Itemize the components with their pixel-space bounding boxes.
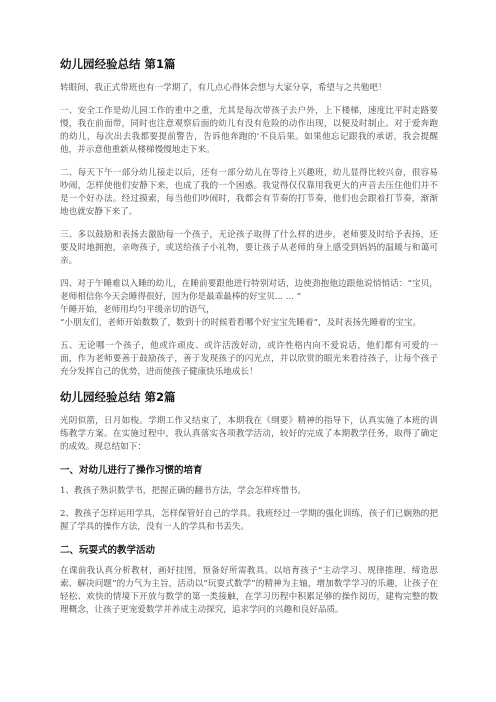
article-1-intro: 转眼间，我正式带班也有一学期了，有几点心得体会想与大家分享，希望与之共勉吧！ xyxy=(60,83,387,93)
article-1-point-1: 一、安全工作是幼儿园工作的重中之重，尤其是每次带孩子去户外，上下楼梯，速度比平时走路要慢，我在前面带，同时也注意观察后面的幼儿有没有危险的动作出现，以便及时制止。对于爱奔跑的幼儿，每次出去我都要提前警告，告诉他奔跑的'不良后果。如果他忘记跟我的承诺，我会提醒他，并示意他重新从楼梯慢慢地走下来。 xyxy=(60,106,438,155)
article-1-point-4-line-3: “小朋友们，老师开始数数了，数到十的时候看看哪个好宝宝先睡着”，及时表扬先睡着的宝宝。 xyxy=(60,318,422,328)
article-2-title: 幼儿园经验总结 第2篇 xyxy=(60,390,176,404)
article-2-section-2-text: 在课前我认真分析教材，画好挂图，预备好所需教具。以培育孩子“主动学习、规律推理、缔造思索、解决问题”的力气为主旨，活动以“玩耍式数学”的精神为主轴，增加数学学习的乐趣，让孩子在轻松、欢快的情境下开放与数学的第一类接触，在学习历程中积累足够的操作阅历，建构完整的数理概念，让孩子更宠爱数学并养成主动探究，追求学问的兴趣和良好品质。 xyxy=(60,566,438,615)
article-1-title: 幼儿园经验总结 第1篇 xyxy=(60,57,176,71)
article-1-point-5: 五、无论哪一个孩子，他或许顽皮、或许活泼好动，或许性格内向不爱说话，他们都有可爱的一面，作为老师要善于鼓励孩子，善于发现孩子的闪光点，并以欣赏的眼光来看待孩子，让每个孩子充分发挥自己的优势，进而使孩子健康快乐地成长！ xyxy=(60,341,438,377)
article-1-point-4-line-2: 午睡开始，老师用均匀平缓亲切的语气， xyxy=(60,305,215,315)
article-1-point-2: 二、每天下午一部分幼儿接走以后，还有一部分幼儿在等待上兴趣班，幼儿显得比较兴奋，很容易吵闹，怎样使他们安静下来，也成了我的一个困惑。我觉得仅仅靠用我更大的声音去压住他们并不是一个好办法。经过摸索，每当他们吵闹时，我都会有节奏的打节奏，他们也会跟着打节奏，渐渐地也就安静下来了。 xyxy=(60,168,438,217)
article-2-section-1-heading: 一、对幼儿进行了操作习惯的培育 xyxy=(60,465,203,476)
article-2-section-1-item-1: 1、教孩子熟识数学书，把握正确的翻书方法，学会怎样疼惜书。 xyxy=(60,486,307,496)
article-2-section-1-item-2: 2、教孩子怎样运用学具，怎样保管好自己的学具。我班经过一学期的强化训练，孩子们已娴熟的把握了学具的操作方法，没有一人的学具和书丢失。 xyxy=(60,509,438,532)
article-1-point-3: 三、多以鼓励和表扬去激励每一个孩子，无论孩子取得了什么样的进步，老师要及时给予表扬，还要及时地拥抱，亲吻孩子，或送给孩子小礼物，要让孩子从老师的身上感受到妈妈的温暖与和蔼可亲。 xyxy=(60,230,438,266)
article-1-point-4-line-1: 四、对于午睡难以入睡的幼儿，在睡前要跟他进行特别对话，边使劲抱他边跟他说悄悄话：“宝贝，老师相信你今天会睡得很好，因为你是最乖最棒的好宝贝... ... ” xyxy=(60,279,438,302)
article-2-section-2-heading: 二、玩耍式的教学活动 xyxy=(60,545,156,556)
article-2-intro: 光阴似箭，日月如梭。学期工作又结束了，本期我在《纲要》精神的指导下，认真实施了本班的训练教学方案。在实施过程中，我认真落实各项教学活动，较好的完成了本期教学任务，取得了确定的成效。现总结如下： xyxy=(60,416,438,452)
